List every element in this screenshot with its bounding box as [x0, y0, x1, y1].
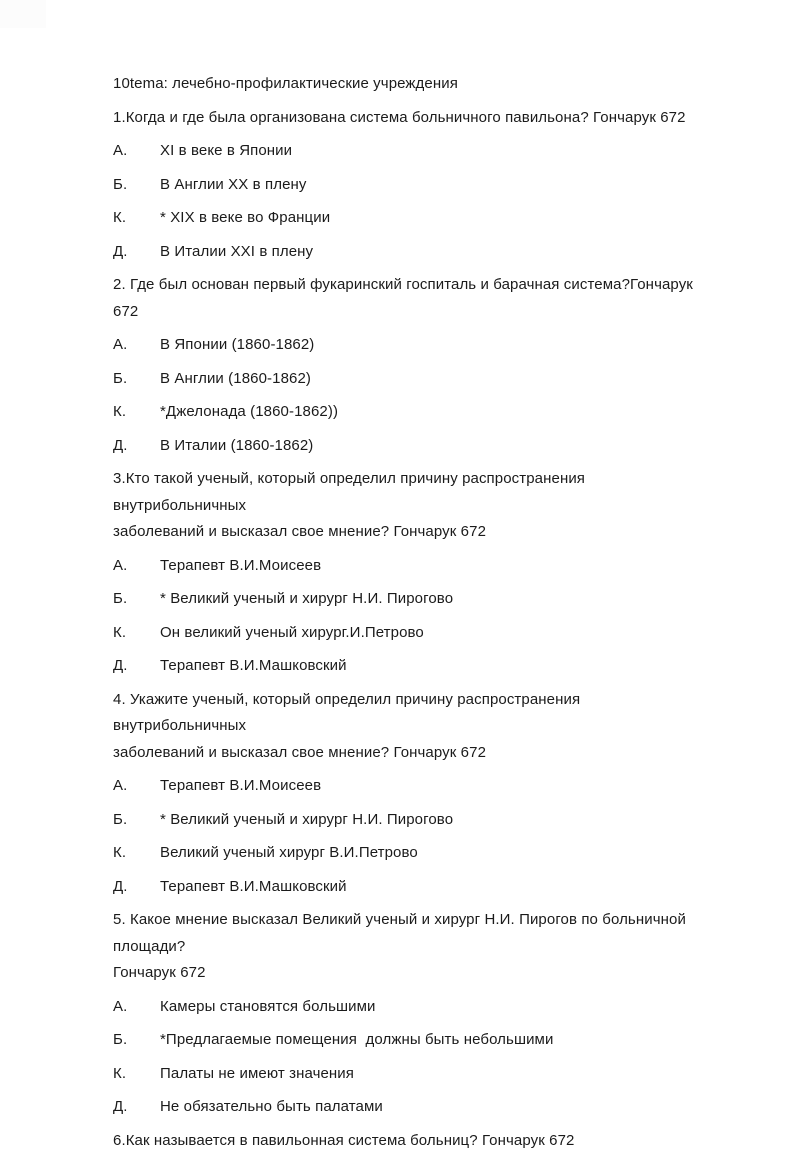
option-letter: Б. — [113, 810, 128, 828]
option-row — [113, 1094, 700, 1121]
option-row — [113, 138, 700, 165]
question-line: 2. Где был основан первый фукаринский госпиталь и барачная система?Гончарук 672 — [113, 276, 693, 320]
option-letter: К. — [113, 1064, 127, 1082]
document-title-text: 10tema: лечебно-профилактические учреждения — [113, 75, 458, 92]
document-title — [113, 71, 700, 98]
option-letter: К. — [113, 403, 127, 420]
scan-corner-artifact — [0, 0, 46, 28]
question-line: заболеваний и высказал свое мнение? Гончарук 672 — [113, 743, 487, 761]
option-row — [113, 205, 700, 232]
question-text — [113, 105, 700, 132]
option-text: * XIX в веке во Франции — [160, 209, 331, 226]
option-row — [113, 586, 700, 613]
option-text: Он великий ученый хирург.И.Петрово — [160, 623, 424, 641]
option-text: Великий ученый хирург В.И.Петрово — [160, 844, 418, 861]
option-text: * Великий ученый и хирург Н.И. Пирогово — [160, 590, 454, 607]
option-row — [113, 994, 700, 1021]
option-row — [113, 620, 700, 647]
option-text: В Англии (1860-1862) — [160, 369, 312, 387]
option-row — [113, 1027, 700, 1054]
question-line: 6.Как называется в павильонная система больниц? Гончарук 672 — [113, 1131, 575, 1149]
question-line: 3.Кто такой ученый, который определил причину распространения внутрибольничных — [113, 470, 586, 514]
question-line: заболеваний и высказал свое мнение? Гончарук 672 — [113, 523, 487, 540]
option-row — [113, 433, 700, 460]
option-letter: А. — [113, 556, 128, 574]
option-letter: Б. — [113, 590, 128, 607]
option-text: * Великий ученый и хирург Н.И. Пирогово — [160, 810, 454, 828]
option-letter: Б. — [113, 175, 128, 193]
question-line: 1.Когда и где была организована система больничного павильона? Гончарук 672 — [113, 108, 686, 126]
option-row — [113, 840, 700, 867]
option-letter: Д. — [113, 877, 128, 895]
option-letter: А. — [113, 997, 128, 1015]
questions-list — [113, 105, 700, 1155]
option-letter: А. — [113, 142, 128, 159]
option-row — [113, 239, 700, 266]
option-letter: А. — [113, 777, 128, 794]
option-letter: Д. — [113, 1098, 128, 1115]
option-text: *Джелонада (1860-1862)) — [160, 403, 339, 420]
option-row — [113, 1061, 700, 1088]
question-text — [113, 466, 700, 546]
option-text: *Предлагаемые помещения должны быть небольшими — [160, 1031, 554, 1048]
question-text — [113, 907, 700, 987]
option-text: Терапевт В.И.Моисеев — [160, 777, 322, 794]
question-line: 4. Укажите ученый, который определил причину распространения внутрибольничных — [113, 690, 581, 734]
option-letter: Д. — [113, 657, 128, 674]
option-text: В Италии XXI в плену — [160, 242, 314, 260]
option-text: Не обязательно быть палатами — [160, 1098, 383, 1115]
option-text: В Японии (1860-1862) — [160, 336, 315, 353]
option-row — [113, 874, 700, 901]
option-text: Терапевт В.И.Машковский — [160, 877, 347, 895]
option-letter: Д. — [113, 242, 128, 260]
option-row — [113, 807, 700, 834]
option-letter: Д. — [113, 436, 128, 454]
option-text: В Англии XX в плену — [160, 175, 307, 193]
option-row — [113, 553, 700, 580]
option-text: В Италии (1860-1862) — [160, 436, 314, 454]
question-text — [113, 272, 700, 325]
option-text: Палаты не имеют значения — [160, 1064, 355, 1082]
option-row — [113, 773, 700, 800]
option-text: Терапевт В.И.Моисеев — [160, 556, 322, 574]
option-row — [113, 332, 700, 359]
option-letter: Б. — [113, 1031, 128, 1048]
option-text: XI в веке в Японии — [160, 142, 293, 159]
option-row — [113, 366, 700, 393]
question-text — [113, 687, 700, 767]
option-text: Терапевт В.И.Машковский — [160, 657, 347, 674]
option-letter: К. — [113, 209, 127, 226]
option-row — [113, 172, 700, 199]
question-line: 5. Какое мнение высказал Великий ученый и хирург Н.И. Пирогов по больничной площади? — [113, 911, 686, 955]
option-row — [113, 399, 700, 426]
option-letter: К. — [113, 623, 127, 641]
option-letter: А. — [113, 336, 128, 353]
option-letter: К. — [113, 844, 127, 861]
option-letter: Б. — [113, 369, 128, 387]
question-line: Гончарук 672 — [113, 964, 206, 981]
option-row — [113, 653, 700, 680]
option-text: Камеры становятся большими — [160, 997, 376, 1015]
document-page — [113, 71, 700, 1161]
question-text — [113, 1128, 700, 1155]
